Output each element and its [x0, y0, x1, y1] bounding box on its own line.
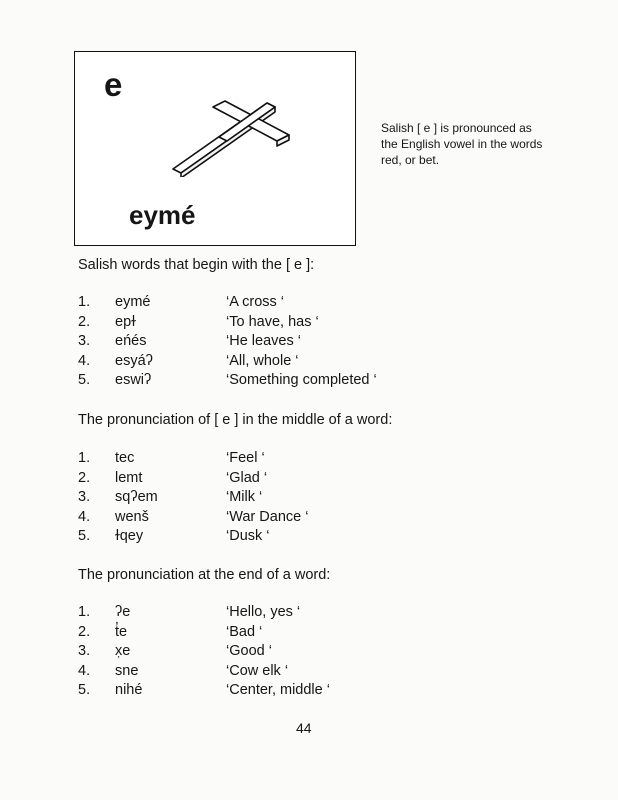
item-number: 1.: [78, 450, 91, 466]
list-item: [78, 294, 408, 314]
item-number: 2.: [78, 313, 91, 330]
english-gloss: ‘He leaves ‘: [226, 333, 301, 349]
item-number: 2.: [78, 623, 91, 640]
card-word: eymé: [129, 200, 196, 230]
english-gloss: ‘Hello, yes ‘: [226, 604, 301, 620]
english-gloss: ‘Milk ‘: [226, 489, 263, 505]
list-item: [78, 663, 408, 683]
list-item: [78, 314, 408, 334]
english-gloss: ‘Dusk ‘: [226, 528, 270, 544]
section-heading: The pronunciation at the end of a word:: [78, 567, 331, 583]
section-heading: Salish words that begin with the [ e ]:: [78, 257, 315, 273]
salish-word: t̓e: [115, 623, 128, 640]
salish-word: x̣e: [115, 643, 131, 659]
item-number: 5.: [78, 372, 91, 388]
english-gloss: ‘Feel ‘: [226, 450, 265, 466]
list-item: [78, 372, 408, 392]
english-gloss: ‘War Dance ‘: [226, 508, 309, 525]
item-number: 3.: [78, 333, 91, 349]
english-gloss: ‘Glad ‘: [226, 469, 268, 486]
item-number: 4.: [78, 662, 91, 679]
list-item: [78, 682, 408, 702]
salish-word: eńés: [115, 333, 147, 349]
english-gloss: ‘Something completed ‘: [226, 372, 377, 388]
english-gloss: ‘Center, middle ‘: [226, 682, 330, 698]
item-number: 1.: [78, 604, 91, 620]
salish-word: nihé: [115, 682, 143, 698]
list-item: [78, 604, 408, 624]
salish-word: tec: [115, 450, 135, 466]
salish-word: ʔe: [115, 604, 131, 620]
salish-word: epɫ: [115, 313, 136, 330]
page-number: 44: [296, 720, 312, 736]
item-number: 5.: [78, 528, 91, 544]
salish-word: esyáʔ: [115, 352, 153, 369]
english-gloss: ‘Good ‘: [226, 643, 272, 659]
card-letter: e: [104, 66, 123, 103]
item-number: 4.: [78, 352, 91, 369]
salish-word: lemt: [115, 469, 143, 486]
pronunciation-note: Salish [ e ] is pronounced as the English vowel in the words red, or bet.: [381, 121, 543, 167]
english-gloss: ‘Bad ‘: [226, 623, 263, 640]
list-item: [78, 643, 408, 663]
salish-word: ɫqey: [115, 528, 144, 544]
salish-word: sqʔem: [115, 489, 158, 505]
list-item: [78, 489, 408, 509]
flashcard: [74, 51, 356, 246]
list-item: [78, 333, 408, 353]
english-gloss: ‘To have, has ‘: [226, 313, 319, 330]
item-number: 3.: [78, 489, 91, 505]
item-number: 5.: [78, 682, 91, 698]
item-number: 1.: [78, 294, 91, 310]
item-number: 3.: [78, 643, 91, 659]
english-gloss: ‘A cross ‘: [226, 294, 285, 310]
word-list: [78, 294, 408, 392]
list-item: [78, 353, 408, 373]
list-item: [78, 509, 408, 529]
item-number: 4.: [78, 508, 91, 525]
word-list: [78, 450, 408, 548]
salish-word: eswiʔ: [115, 372, 152, 388]
list-item: [78, 450, 408, 470]
salish-word: wenš: [115, 508, 149, 525]
section-heading: The pronunciation of [ e ] in the middle of a word:: [78, 412, 393, 428]
english-gloss: ‘All, whole ‘: [226, 352, 299, 369]
list-item: [78, 624, 408, 644]
list-item: [78, 470, 408, 490]
word-list: [78, 604, 408, 702]
salish-word: sne: [115, 662, 139, 679]
list-item: [78, 528, 408, 548]
salish-word: eymé: [115, 294, 151, 310]
english-gloss: ‘Cow elk ‘: [226, 662, 289, 679]
cross-icon: [171, 95, 301, 177]
item-number: 2.: [78, 469, 91, 486]
